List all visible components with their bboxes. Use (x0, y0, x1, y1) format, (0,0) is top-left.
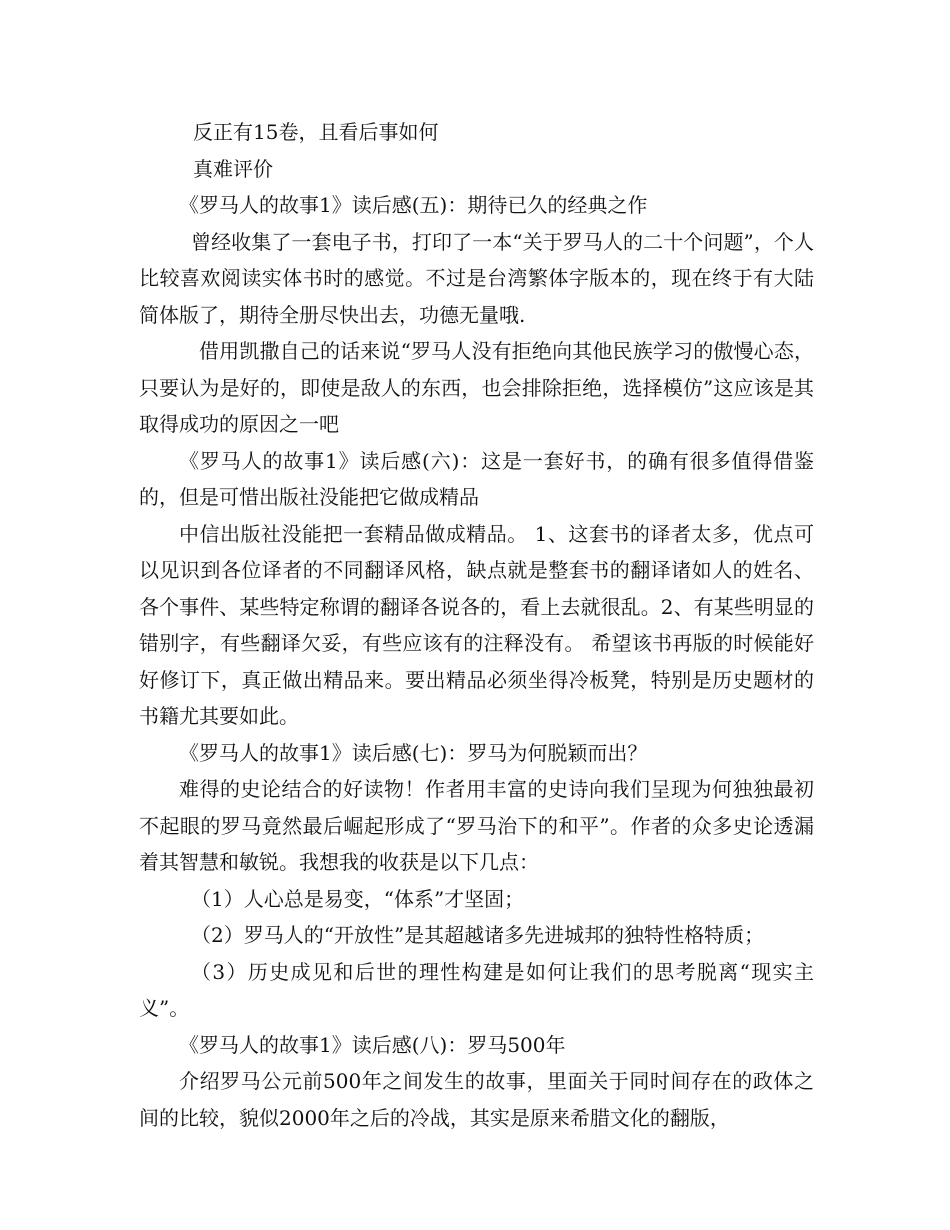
paragraph: 反正有15卷，且看后事如何 (193, 120, 439, 144)
section-heading: 《罗马人的故事1》读后感(五)：期待已久的经典之作 (179, 193, 648, 217)
paragraph: 中信出版社没能把一套精品做成精品。 1、这套书的译者太多，优点可以见识到各位译者的不同翻译风格，缺点就是整套书的翻译诸如人的姓名、各个事件、某些特定称谓的翻译各说各的，看上去就很乱。2、有某些明显的错别字，有些翻译欠妥，有些应该有的注释没有。 希望该书再版的时候能好好修订下，真正做出精品来。要出精品必须坐得冷板凳，特别是历史题材的书籍尤其要如此。 (139, 521, 814, 728)
list-item: （2）罗马人的“开放性”是其超越诸多先进城邦的独特性格特质； (191, 923, 765, 947)
paragraph: 难得的史论结合的好读物！作者用丰富的史诗向我们呈现为何独独最初不起眼的罗马竟然最后崛起形成了“罗马治下的和平”。作者的众多史论透漏着其智慧和敏锐。我想我的收获是以下几点： (139, 777, 814, 874)
section-heading: 《罗马人的故事1》读后感(七)：罗马为何脱颖而出？ (179, 740, 648, 765)
list-item: （1）人心总是易变，“体系”才坚固； (191, 886, 525, 911)
section-heading: 《罗马人的故事1》读后感(八)：罗马500年 (179, 1032, 566, 1057)
paragraph: 介绍罗马公元前500年之间发生的故事，里面关于同时间存在的政体之间的比较，貌似2000年之后的冷战，其实是原来希腊文化的翻版， (139, 1069, 814, 1130)
paragraph: 曾经收集了一套电子书，打印了一本“关于罗马人的二十个问题”，个人比较喜欢阅读实体书时的感觉。不过是台湾繁体字版本的，现在终于有大陆简体版了，期待全册尽快出去，功德无量哦. (139, 229, 814, 327)
list-item: （3）历史成见和后世的理性构建是如何让我们的思考脱离“现实主义”。 (139, 959, 814, 1020)
paragraph: 借用凯撒自己的话来说“罗马人没有拒绝向其他民族学习的傲慢心态，只要认为是好的，即使是敌人的东西，也会排除拒绝，选择模仿”这应该是其取得成功的原因之一吧 (139, 339, 814, 436)
section-heading: 《罗马人的故事1》读后感(六)：这是一套好书，的确有很多值得借鉴的，但是可惜出版社没能把它做成精品 (139, 448, 814, 509)
paragraph: 真难评价 (193, 156, 273, 181)
